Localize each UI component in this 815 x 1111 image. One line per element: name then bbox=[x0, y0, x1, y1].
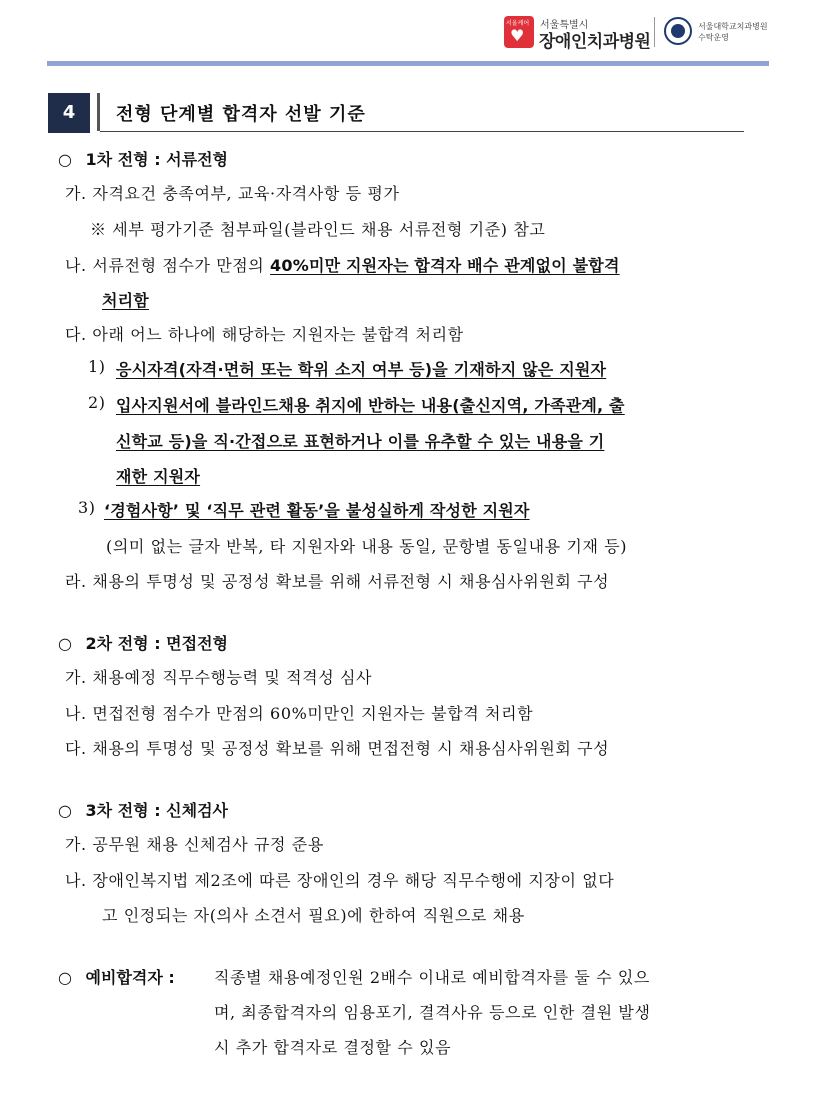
reserve-label: 예비합격자 : bbox=[85, 968, 175, 987]
reserve-line3: 시 추가 합격자로 결정할 수 있음 bbox=[214, 1038, 452, 1057]
item1-text: 응시자격(자격·면허 또는 학위 소지 여부 등)을 기재하지 않은 지원자 bbox=[116, 360, 607, 379]
stage1-item-na bbox=[65, 253, 620, 276]
stage3-heading-text: 3차 전형 : 신체검사 bbox=[85, 801, 228, 820]
item2-line2: 신학교 등)을 직·간접으로 표현하거나 이를 유추할 수 있는 내용을 기 bbox=[116, 432, 605, 451]
stage1-heading-text: 1차 전형 : 서류전형 bbox=[85, 150, 228, 169]
seal-caption-2: 수탁운영 bbox=[698, 33, 729, 42]
stage3-item-na-line1: 나. 장애인복지법 제2조에 따른 장애인의 경우 해당 직무수행에 지장이 없다 bbox=[65, 871, 615, 890]
logo-divider bbox=[654, 17, 655, 47]
stage1-na-prefix: 나. 서류전형 점수가 만점의 bbox=[65, 256, 271, 275]
item3-note: (의미 없는 글자 반복, 타 지원자와 내용 동일, 문항별 동일내용 기재 등) bbox=[106, 537, 628, 556]
stage3-heading bbox=[58, 798, 228, 821]
bullet-circle-icon: ○ bbox=[58, 150, 72, 169]
stage1-na-bold: 40%미만 지원자는 합격자 배수 관계없이 불합격 bbox=[270, 256, 620, 275]
reserve-line2: 며, 최종합격자의 임용포기, 결격사유 등으로 인한 결원 발생 bbox=[214, 1003, 651, 1022]
reserve-line1: 직종별 채용예정인원 2배수 이내로 예비합격자를 둘 수 있으 bbox=[214, 968, 650, 987]
item3-number: 3) bbox=[78, 498, 96, 517]
reserve-heading bbox=[58, 965, 175, 988]
heart-icon: ♥ bbox=[510, 26, 525, 45]
section-number: 4 bbox=[48, 93, 90, 133]
stage1-heading bbox=[58, 147, 228, 170]
stage2-item-na: 나. 면접전형 점수가 만점의 60%미만인 지원자는 불합격 처리함 bbox=[65, 704, 534, 723]
section-underline bbox=[100, 131, 744, 132]
item2-line1: 입사지원서에 블라인드채용 취지에 반하는 내용(출신지역, 가족관계, 출 bbox=[116, 396, 625, 415]
stage1-item-ga: 가. 자격요건 충족여부, 교육·자격사항 등 평가 bbox=[65, 184, 400, 203]
item2-line3: 재한 지원자 bbox=[116, 467, 201, 486]
section-title: 전형 단계별 합격자 선발 기준 bbox=[116, 104, 366, 125]
header-rule bbox=[47, 61, 769, 66]
stage1-na-bold-cont: 처리함 bbox=[102, 291, 149, 310]
stage3-item-na-line2: 고 인정되는 자(의사 소견서 필요)에 한하여 직원으로 채용 bbox=[102, 906, 525, 925]
item3-text: ‘경험사항’ 및 ‘직무 관련 활동’을 불성실하게 작성한 지원자 bbox=[104, 501, 530, 520]
item2-number: 2) bbox=[88, 393, 106, 412]
stage3-item-ga: 가. 공무원 채용 신체검사 규정 준용 bbox=[65, 835, 324, 854]
bullet-circle-icon: ○ bbox=[58, 801, 72, 820]
bullet-circle-icon: ○ bbox=[58, 634, 72, 653]
seoul-care-logo bbox=[504, 16, 534, 48]
bullet-circle-icon: ○ bbox=[58, 968, 72, 987]
seal-caption-1: 서울대학교치과병원 bbox=[698, 22, 768, 31]
stage2-item-ga: 가. 채용예정 직무수행능력 및 적격성 심사 bbox=[65, 668, 373, 687]
stage2-item-da: 다. 채용의 투명성 및 공정성 확보를 위해 면접전형 시 채용심사위원회 구성 bbox=[65, 739, 610, 758]
section-bar bbox=[97, 93, 100, 131]
stage1-note: ※ 세부 평가기준 첨부파일(블라인드 채용 서류전형 기준) 참고 bbox=[90, 220, 546, 239]
logo-subtitle: 서울특별시 bbox=[540, 20, 589, 31]
stage1-item-ra: 라. 채용의 투명성 및 공정성 확보를 위해 서류전형 시 채용심사위원회 구성 bbox=[65, 572, 610, 591]
stage2-heading bbox=[58, 631, 228, 654]
logo-hospital-name: 장애인치과병원 bbox=[539, 32, 651, 52]
item1-number: 1) bbox=[88, 357, 106, 376]
stage1-item-da: 다. 아래 어느 하나에 해당하는 지원자는 불합격 처리함 bbox=[65, 325, 464, 344]
logo-tiny-text: 서울케어 bbox=[506, 20, 530, 27]
snu-seal-icon bbox=[664, 17, 692, 45]
stage2-heading-text: 2차 전형 : 면접전형 bbox=[85, 634, 228, 653]
